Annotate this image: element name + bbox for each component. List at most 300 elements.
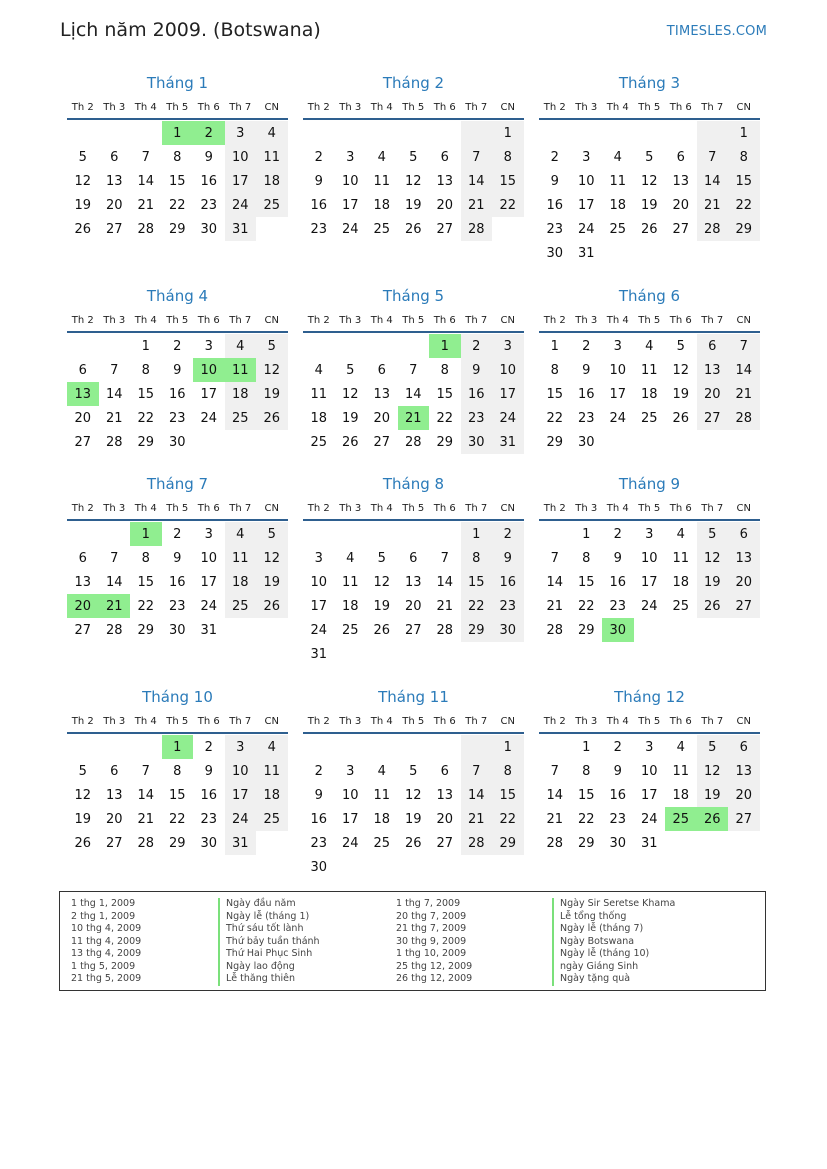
day-cell: 28 [404, 434, 422, 450]
day-cell: 8 [582, 550, 591, 566]
weekday-label: Th 6 [433, 502, 456, 514]
day-cell: 11 [256, 145, 288, 169]
month-9 [539, 474, 760, 642]
day-cell: 16 [168, 386, 186, 402]
day-cell: 4 [645, 338, 654, 354]
day-cell: 5 [409, 149, 418, 165]
weekday-label: Th 2 [543, 715, 566, 727]
day-cell: 16 [461, 382, 493, 406]
day-cell: 29 [546, 434, 564, 450]
day-cell: 11 [609, 173, 627, 189]
day-cell: 19 [404, 811, 422, 827]
weekday-label: Th 5 [402, 101, 425, 113]
day-cell: 24 [577, 221, 595, 237]
day-cell: 28 [697, 217, 729, 241]
day-cell: 26 [373, 622, 391, 638]
day-cell: 24 [492, 406, 524, 430]
day-cell: 12 [341, 386, 359, 402]
empty-cell [303, 735, 335, 759]
day-cell: 12 [697, 546, 729, 570]
day-cell: 15 [546, 386, 564, 402]
weekday-label: CN [264, 502, 279, 514]
empty-cell [303, 522, 335, 546]
day-cell: 27 [436, 835, 454, 851]
day-cell: 11 [640, 362, 658, 378]
day-cell: 27 [105, 221, 123, 237]
weekday-label: Th 5 [166, 715, 189, 727]
weekday-label: CN [264, 715, 279, 727]
weekday-label: Th 6 [433, 314, 456, 326]
empty-cell [398, 334, 430, 358]
day-cell: 23 [200, 811, 218, 827]
day-cell: 26 [404, 835, 422, 851]
weekday-label: Th 4 [370, 314, 393, 326]
month-title: Tháng 12 [614, 688, 685, 706]
day-cell: 7 [440, 550, 449, 566]
weekday-label: Th 6 [669, 101, 692, 113]
day-cell: 25 [373, 835, 391, 851]
legend-holiday-name: Ngày lễ (tháng 7) [552, 923, 675, 936]
day-cell: 16 [609, 574, 627, 590]
weekday-header [303, 96, 524, 120]
day-cell: 12 [256, 358, 288, 382]
day-cell: 5 [676, 338, 685, 354]
day-grid [303, 735, 524, 879]
day-cell: 7 [110, 550, 119, 566]
day-cell: 9 [613, 763, 622, 779]
day-cell: 6 [697, 334, 729, 358]
day-cell: 18 [672, 574, 690, 590]
legend-holiday-name: Ngày đầu năm [218, 898, 320, 911]
weekday-label: Th 4 [606, 715, 629, 727]
day-cell: 29 [436, 434, 454, 450]
day-grid [539, 334, 760, 454]
weekday-label: Th 7 [465, 715, 488, 727]
day-cell: 12 [74, 787, 92, 803]
day-cell: 9 [204, 149, 213, 165]
day-grid [303, 522, 524, 666]
day-cell: 22 [492, 193, 524, 217]
month-7 [67, 474, 288, 642]
day-cell: 19 [404, 197, 422, 213]
day-cell: 10 [341, 787, 359, 803]
day-cell: 23 [609, 598, 627, 614]
day-cell: 4 [314, 362, 323, 378]
day-cell: 29 [168, 221, 186, 237]
day-grid [539, 522, 760, 642]
legend-holiday-name: Lễ tổng thống [552, 911, 675, 924]
day-cell: 16 [609, 787, 627, 803]
day-cell: 17 [492, 382, 524, 406]
day-cell: 13 [74, 574, 92, 590]
weekday-label: Th 3 [339, 715, 362, 727]
day-cell: 3 [314, 550, 323, 566]
day-cell: 6 [110, 763, 119, 779]
day-cell: 30 [577, 434, 595, 450]
day-cell: 4 [346, 550, 355, 566]
weekday-label: CN [500, 101, 515, 113]
day-cell: 15 [728, 169, 760, 193]
day-cell: 23 [546, 221, 564, 237]
day-cell: 14 [404, 386, 422, 402]
day-cell: 12 [373, 574, 391, 590]
day-cell: 2 [314, 763, 323, 779]
day-cell: 4 [676, 526, 685, 542]
empty-cell [461, 121, 493, 145]
weekday-label: Th 2 [543, 101, 566, 113]
day-cell: 15 [436, 386, 454, 402]
day-cell: 1 [461, 522, 493, 546]
empty-cell [99, 735, 131, 759]
day-cell: 6 [728, 735, 760, 759]
day-cell: 30 [609, 835, 627, 851]
weekday-label: CN [264, 314, 279, 326]
day-cell: 22 [168, 811, 186, 827]
day-cell: 24 [341, 221, 359, 237]
weekday-header [67, 497, 288, 521]
day-cell: 24 [225, 807, 257, 831]
day-cell: 13 [728, 759, 760, 783]
weekday-label: Th 7 [465, 502, 488, 514]
day-cell: 12 [640, 173, 658, 189]
weekday-label: Th 5 [402, 314, 425, 326]
day-cell: 18 [672, 787, 690, 803]
day-cell: 20 [728, 570, 760, 594]
day-cell: 25 [341, 622, 359, 638]
day-cell: 13 [436, 173, 454, 189]
day-cell: 12 [697, 759, 729, 783]
day-cell: 30 [546, 245, 564, 261]
weekday-label: Th 6 [197, 314, 220, 326]
legend-holiday-name: Ngày tặng quà [552, 973, 675, 986]
day-cell: 30 [200, 835, 218, 851]
day-cell: 8 [141, 550, 150, 566]
day-cell: 6 [78, 362, 87, 378]
day-cell: 4 [377, 149, 386, 165]
month-11 [303, 687, 524, 879]
legend-holiday-name: Ngày lễ (tháng 1) [218, 911, 320, 924]
day-cell: 7 [110, 362, 119, 378]
day-cell: 15 [577, 574, 595, 590]
day-cell: 21 [546, 811, 564, 827]
empty-cell [539, 522, 571, 546]
day-cell: 26 [74, 221, 92, 237]
day-cell: 11 [373, 173, 391, 189]
empty-cell [429, 522, 461, 546]
empty-cell [602, 121, 634, 145]
day-cell: 4 [225, 334, 257, 358]
day-cell: 3 [645, 739, 654, 755]
empty-cell [665, 121, 697, 145]
day-cell: 13 [672, 173, 690, 189]
day-cell: 10 [640, 763, 658, 779]
holiday-day: 10 [193, 358, 225, 382]
day-cell: 13 [436, 787, 454, 803]
day-cell: 29 [492, 831, 524, 855]
day-cell: 15 [168, 787, 186, 803]
site-link[interactable]: TIMESLES.COM [666, 24, 767, 39]
day-cell: 21 [546, 598, 564, 614]
day-cell: 16 [310, 811, 328, 827]
day-cell: 3 [346, 763, 355, 779]
day-cell: 26 [256, 594, 288, 618]
day-cell: 18 [373, 811, 391, 827]
weekday-label: Th 5 [638, 715, 661, 727]
day-cell: 20 [672, 197, 690, 213]
day-cell: 23 [310, 221, 328, 237]
day-cell: 14 [436, 574, 454, 590]
weekday-label: Th 4 [606, 314, 629, 326]
legend-holiday-name: Lễ thăng thiên [218, 973, 320, 986]
weekday-label: Th 3 [103, 715, 126, 727]
month-title: Tháng 9 [618, 475, 681, 493]
day-cell: 12 [404, 787, 422, 803]
month-10 [67, 687, 288, 855]
day-cell: 8 [728, 145, 760, 169]
day-cell: 5 [256, 334, 288, 358]
day-cell: 9 [204, 763, 213, 779]
day-cell: 4 [676, 739, 685, 755]
day-cell: 9 [173, 362, 182, 378]
day-cell: 16 [168, 574, 186, 590]
empty-cell [67, 522, 99, 546]
day-cell: 11 [256, 759, 288, 783]
day-cell: 4 [256, 121, 288, 145]
day-cell: 4 [225, 522, 257, 546]
day-cell: 9 [613, 550, 622, 566]
day-cell: 14 [137, 173, 155, 189]
empty-cell [398, 522, 430, 546]
day-cell: 31 [200, 622, 218, 638]
legend-date: 30 thg 9, 2009 [396, 935, 467, 947]
day-cell: 31 [225, 831, 257, 855]
empty-cell [67, 334, 99, 358]
day-cell: 10 [200, 550, 218, 566]
day-cell: 16 [577, 386, 595, 402]
day-cell: 10 [341, 173, 359, 189]
day-cell: 11 [341, 574, 359, 590]
day-cell: 17 [200, 574, 218, 590]
weekday-label: Th 4 [134, 715, 157, 727]
day-cell: 11 [373, 787, 391, 803]
weekday-header [67, 710, 288, 734]
day-cell: 27 [74, 622, 92, 638]
day-cell: 23 [168, 598, 186, 614]
day-cell: 12 [672, 362, 690, 378]
month-12 [539, 687, 760, 855]
day-cell: 8 [173, 763, 182, 779]
month-title: Tháng 6 [618, 287, 681, 305]
day-cell: 2 [582, 338, 591, 354]
legend-date: 21 thg 5, 2009 [71, 973, 142, 984]
legend-holiday-name: Thứ bảy tuần thánh [218, 936, 320, 949]
day-cell: 14 [461, 783, 493, 807]
day-cell: 22 [546, 410, 564, 426]
day-cell: 14 [728, 358, 760, 382]
weekday-label: CN [736, 101, 751, 113]
legend-date: 1 thg 7, 2009 [396, 898, 461, 909]
weekday-label: Th 4 [134, 502, 157, 514]
empty-cell [539, 121, 571, 145]
day-cell: 15 [137, 574, 155, 590]
day-cell: 26 [697, 594, 729, 618]
month-title: Tháng 11 [378, 688, 449, 706]
day-cell: 10 [577, 173, 595, 189]
day-cell: 19 [74, 811, 92, 827]
weekday-label: Th 3 [339, 101, 362, 113]
day-cell: 21 [137, 197, 155, 213]
weekday-label: Th 7 [229, 314, 252, 326]
day-cell: 20 [373, 410, 391, 426]
weekday-label: CN [736, 314, 751, 326]
holiday-day: 1 [429, 334, 461, 358]
day-cell: 24 [200, 410, 218, 426]
day-cell: 15 [577, 787, 595, 803]
day-cell: 28 [546, 835, 564, 851]
day-cell: 13 [697, 358, 729, 382]
day-cell: 19 [640, 197, 658, 213]
day-cell: 1 [582, 526, 591, 542]
weekday-label: Th 6 [197, 502, 220, 514]
day-cell: 6 [110, 149, 119, 165]
day-cell: 16 [310, 197, 328, 213]
empty-cell [335, 522, 367, 546]
day-cell: 3 [346, 149, 355, 165]
weekday-label: Th 4 [606, 502, 629, 514]
day-cell: 4 [256, 735, 288, 759]
day-cell: 27 [728, 594, 760, 618]
holiday-day: 25 [665, 807, 697, 831]
day-cell: 28 [728, 406, 760, 430]
day-cell: 18 [609, 197, 627, 213]
day-cell: 18 [341, 598, 359, 614]
day-grid [303, 334, 524, 454]
day-cell: 21 [436, 598, 454, 614]
day-cell: 29 [577, 835, 595, 851]
empty-cell [571, 121, 603, 145]
day-cell: 29 [577, 622, 595, 638]
day-cell: 10 [310, 574, 328, 590]
day-cell: 24 [640, 811, 658, 827]
empty-cell [99, 121, 131, 145]
empty-cell [366, 522, 398, 546]
weekday-label: Th 5 [638, 101, 661, 113]
weekday-header [67, 96, 288, 120]
day-cell: 31 [310, 646, 328, 662]
empty-cell [99, 334, 131, 358]
day-cell: 20 [436, 197, 454, 213]
holiday-day: 1 [130, 522, 162, 546]
day-cell: 19 [697, 783, 729, 807]
weekday-label: Th 2 [71, 715, 94, 727]
day-cell: 2 [314, 149, 323, 165]
day-cell: 9 [173, 550, 182, 566]
weekday-header [303, 309, 524, 333]
day-cell: 2 [461, 334, 493, 358]
empty-cell [335, 334, 367, 358]
day-cell: 31 [225, 217, 257, 241]
empty-cell [398, 735, 430, 759]
weekday-label: Th 7 [229, 101, 252, 113]
day-cell: 19 [256, 382, 288, 406]
empty-cell [366, 735, 398, 759]
legend-holiday-name: ngày Giáng Sinh [552, 961, 675, 974]
day-grid [303, 121, 524, 241]
day-cell: 27 [697, 406, 729, 430]
holiday-day: 1 [162, 121, 194, 145]
day-cell: 17 [341, 197, 359, 213]
day-cell: 3 [582, 149, 591, 165]
empty-cell [366, 121, 398, 145]
day-cell: 2 [613, 526, 622, 542]
day-cell: 9 [582, 362, 591, 378]
legend-holiday-name: Ngày lễ (tháng 10) [552, 948, 675, 961]
day-cell: 10 [640, 550, 658, 566]
weekday-label: Th 7 [701, 314, 724, 326]
weekday-label: Th 4 [134, 101, 157, 113]
day-cell: 18 [310, 410, 328, 426]
day-cell: 29 [461, 618, 493, 642]
day-cell: 16 [492, 570, 524, 594]
day-cell: 21 [728, 382, 760, 406]
day-cell: 12 [74, 173, 92, 189]
day-cell: 6 [440, 763, 449, 779]
day-cell: 27 [404, 622, 422, 638]
day-cell: 14 [546, 787, 564, 803]
weekday-label: Th 7 [701, 502, 724, 514]
month-title: Tháng 10 [142, 688, 213, 706]
empty-cell [99, 522, 131, 546]
day-cell: 13 [373, 386, 391, 402]
day-cell: 23 [310, 835, 328, 851]
day-cell: 8 [461, 546, 493, 570]
day-cell: 5 [78, 149, 87, 165]
day-cell: 27 [74, 434, 92, 450]
day-cell: 2 [204, 739, 213, 755]
weekday-label: Th 2 [543, 502, 566, 514]
day-cell: 14 [105, 386, 123, 402]
day-cell: 17 [640, 574, 658, 590]
day-cell: 5 [645, 149, 654, 165]
holiday-day: 13 [67, 382, 99, 406]
day-cell: 5 [697, 522, 729, 546]
weekday-label: Th 3 [575, 715, 598, 727]
day-cell: 10 [609, 362, 627, 378]
day-cell: 1 [492, 121, 524, 145]
day-cell: 17 [640, 787, 658, 803]
day-cell: 4 [377, 763, 386, 779]
day-cell: 7 [141, 149, 150, 165]
empty-cell [539, 735, 571, 759]
month-2 [303, 73, 524, 241]
legend-date: 1 thg 1, 2009 [71, 898, 136, 909]
day-cell: 1 [141, 338, 150, 354]
day-grid [67, 121, 288, 241]
day-cell: 13 [728, 546, 760, 570]
legend-holiday-name: Ngày Botswana [552, 936, 675, 949]
day-cell: 7 [550, 550, 559, 566]
weekday-label: CN [500, 502, 515, 514]
empty-cell [303, 121, 335, 145]
weekday-label: Th 2 [307, 314, 330, 326]
weekday-label: Th 3 [339, 502, 362, 514]
day-cell: 19 [672, 386, 690, 402]
day-cell: 24 [200, 598, 218, 614]
weekday-label: Th 6 [669, 314, 692, 326]
weekday-label: Th 3 [103, 502, 126, 514]
legend-date: 21 thg 7, 2009 [396, 923, 467, 934]
empty-cell [67, 735, 99, 759]
